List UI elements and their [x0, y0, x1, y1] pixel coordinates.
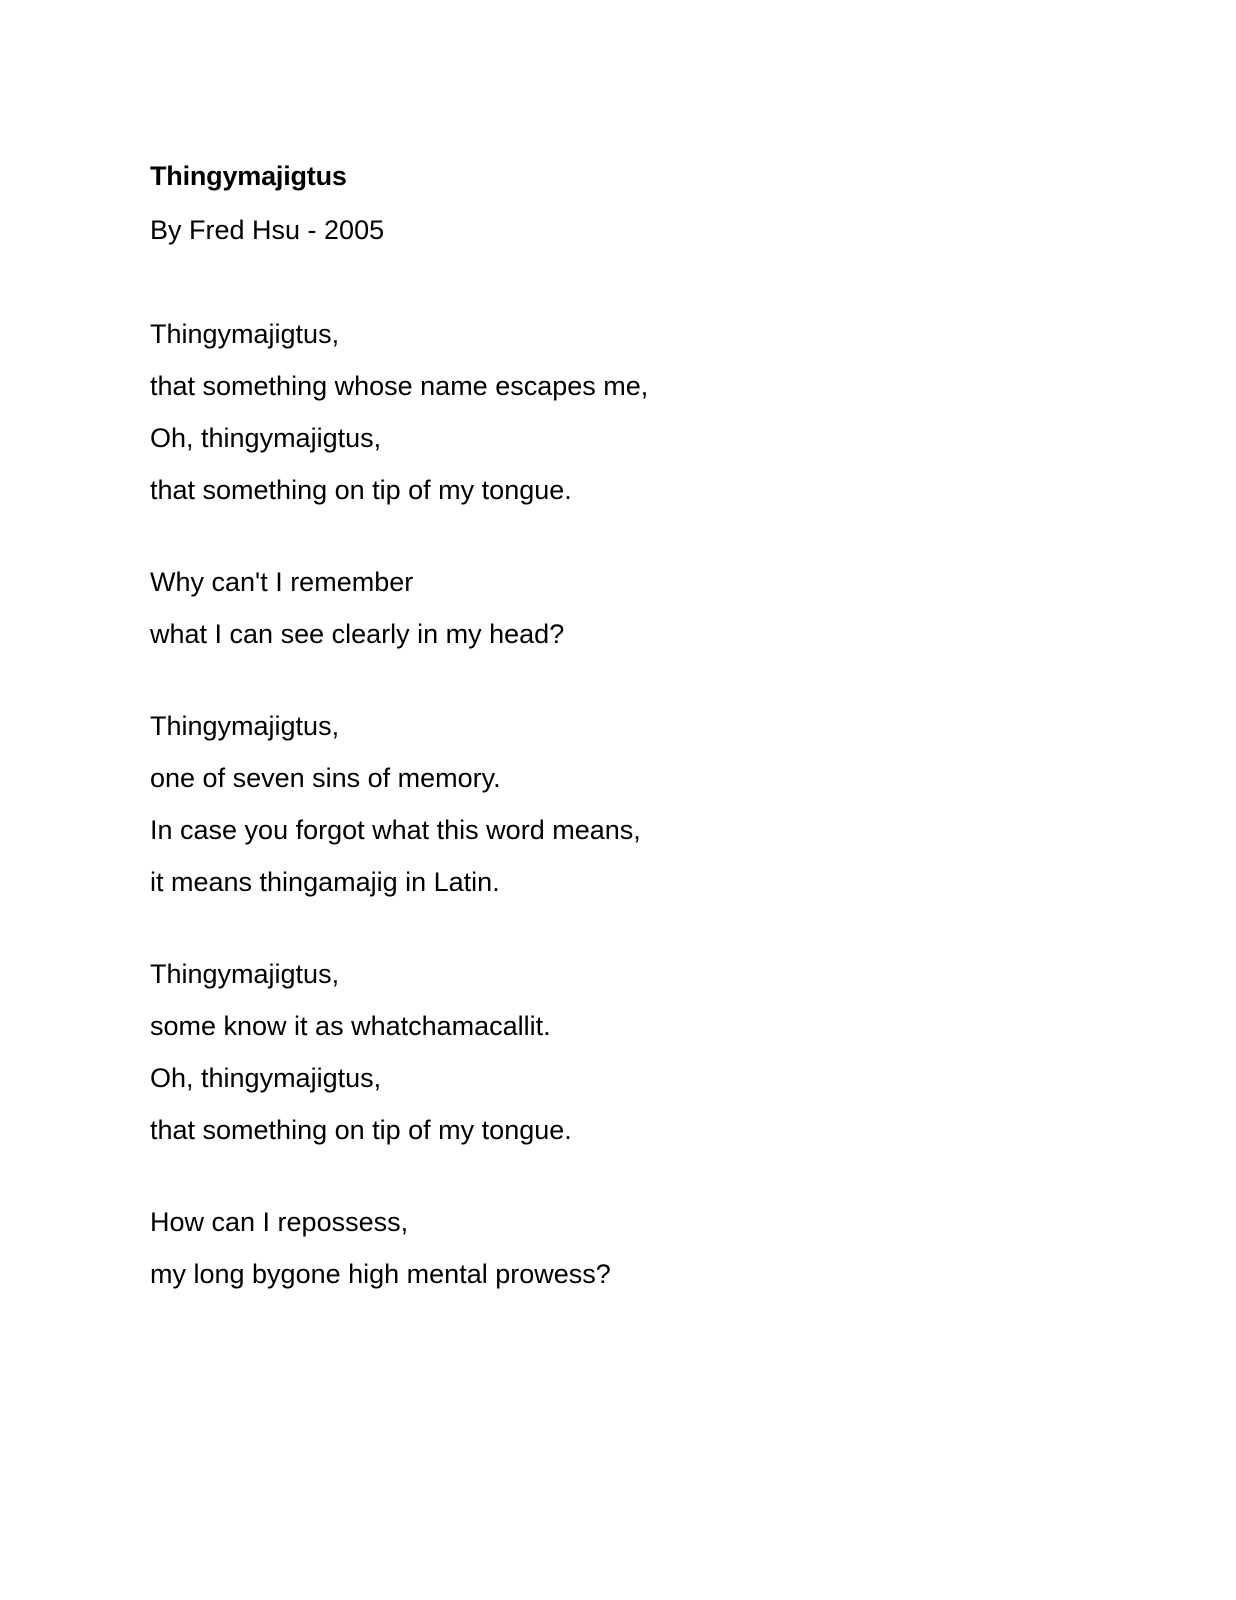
poem-line: Oh, thingymajigtus, — [150, 423, 382, 453]
poem-byline: By Fred Hsu - 2005 — [150, 215, 385, 245]
poem-line: one of seven sins of memory. — [150, 763, 501, 793]
stanza-4 — [150, 954, 1110, 1150]
poem-line: my long bygone high mental prowess? — [150, 1259, 611, 1289]
poem-line: Thingymajigtus, — [150, 319, 340, 349]
poem-line: some know it as whatchamacallit. — [150, 1011, 551, 1041]
poem-line: that something on tip of my tongue. — [150, 475, 572, 505]
poem-content — [150, 156, 1110, 1346]
poem-line: Oh, thingymajigtus, — [150, 1063, 382, 1093]
poem-body — [150, 314, 1110, 1294]
poem-line: In case you forgot what this word means, — [150, 815, 641, 845]
stanza-2 — [150, 562, 1110, 654]
poem-line: How can I repossess, — [150, 1207, 409, 1237]
poem-line: Thingymajigtus, — [150, 959, 340, 989]
stanza-1 — [150, 314, 1110, 510]
stanza-5 — [150, 1202, 1110, 1294]
poem-line: that something whose name escapes me, — [150, 371, 649, 401]
poem-line: Thingymajigtus, — [150, 711, 340, 741]
poem-line: what I can see clearly in my head? — [150, 619, 565, 649]
poem-title: Thingymajigtus — [150, 161, 347, 191]
poem-line: Why can't I remember — [150, 567, 414, 597]
poem-line: it means thingamajig in Latin. — [150, 867, 500, 897]
poem-line: that something on tip of my tongue. — [150, 1115, 572, 1145]
stanza-3 — [150, 706, 1110, 902]
